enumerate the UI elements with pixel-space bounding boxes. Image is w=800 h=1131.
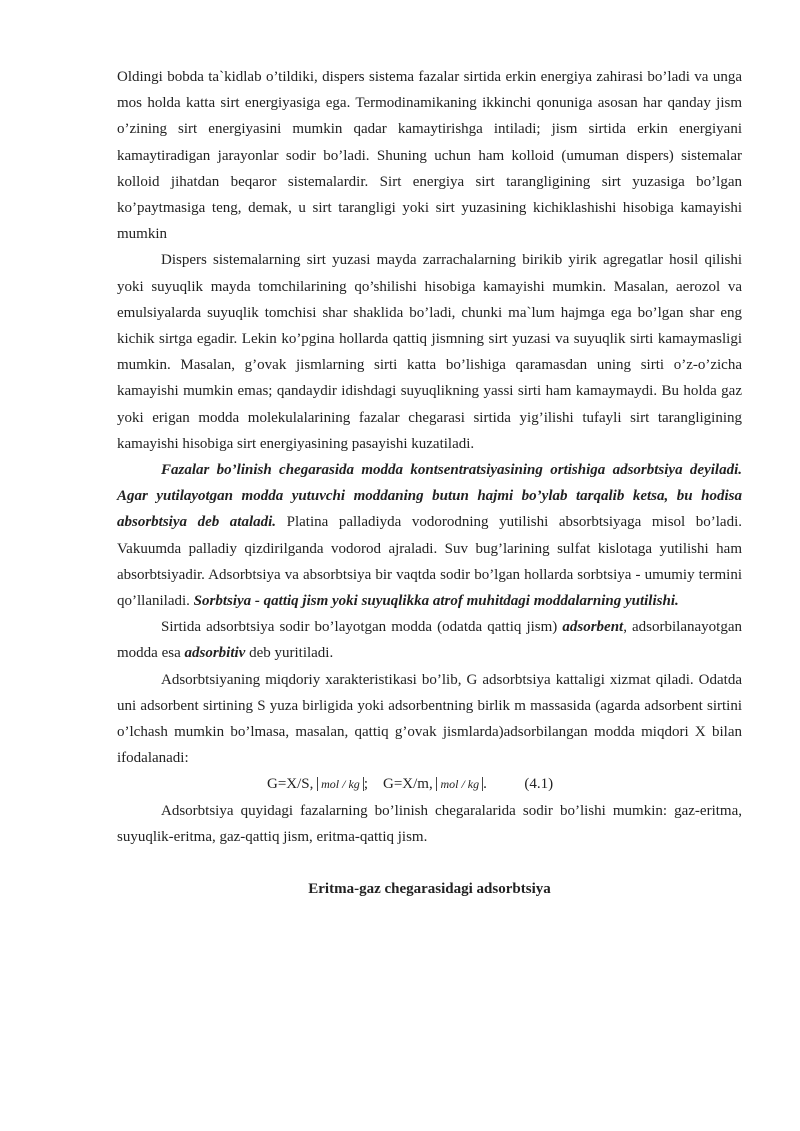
formula-part-3: . (4.1) [483,776,554,793]
paragraph-adsorption-definition [117,457,742,614]
adsorbitiv-outro-text: deb yuritiladi. [245,645,334,662]
adsorbitiv-intro-text: , adsorbilanayotgan modda esa [117,619,742,662]
absorption-examples-text: Platina palladiyda vodorodning yutilishi absorbtsiyaga misol bo’ladi. Vakuumda palladiy qizdirilganda vodorod ajraladi. Suv bug’larining sulfat kislotaga yutilishi ham absorbtsiyadir. Adsorbtsiya va absorbtsiya bir vaqtda sodir bo’lgan hollarda sorbtsiya - umumiy termini qo’llaniladi. [117,514,743,610]
paragraph-adsorbent-terms [117,614,742,666]
paragraph-quantitative: Adsorbtsiyaning miqdoriy xarakteristikasi bo’lib, G adsorbtsiya kattaligi xizmat qiladi. Odatda uni adsorbent sirtining S yuza birligida yoki adsorbentning birlik m massasida (agarda adsorbent sirtini o’lchash mumkin bo’lmasa, masalan, qattiq g’ovak jismlarda)adsorbilangan modda miqdori X bilan ifodalanadi: [117,671,742,767]
document-page [117,64,742,902]
paragraph-phase-boundaries: Adsorbtsiya quyidagi fazalarning bo’linish chegaralarida sodir bo’lishi mumkin: gaz-eritma, suyuqlik-eritma, gaz-qattiq jism, eritma-qattiq jism. [117,802,742,845]
paragraph-intro: Oldingi bobda ta`kidlab o’tildiki, dispers sistema fazalar sirtida erkin energiya zahirasi bo’ladi va unga mos holda katta sirt energiyasiga ega. Termodinamikaning ikkinchi qonuniga asosan har qanday jism o’zining sirt energiyasini mumkin qadar kamaytirishga intiladi; jism sirtida erkin energiyani kamaytiradigan jarayonlar sodir bo’ladi. Shuning uchun ham kolloid (umuman dispers) sistemalar kolloid jihatdan beqaror sistemalardir. Sirt energiya sirt tarangligining sirt yuzasiga bo’lgan ko’paytmasiga teng, demak, u sirt tarangligi yoki sirt yuzasining kichiklashishi hisobiga kamayishi mumkin [117,69,742,243]
formula-part-2: ; G=X/m, [363,776,437,793]
adsorbent-term: adsorbent [562,619,624,636]
adsorbent-intro-text: Sirtida adsorbtsiya sodir bo’layotgan modda (odatda qattiq jism) [161,619,563,636]
section-gap [117,850,742,876]
adsorbitiv-term: adsorbitiv [184,645,246,662]
adsorption-definition-text: Fazalar bo’linish chegarasida modda kontsentratsiyasining ortishiga adsorbtsiya deyiladi. Agar yutilayotgan modda yutuvchi moddaning butun hajmi bo’ylab tarqalib ketsa, bu hodisa absorbtsiya deb ataladi. [117,462,742,531]
paragraph-dispers-surface: Dispers sistemalarning sirt yuzasi mayda zarrachalarning birikib yirik agregatlar hosil qilishi yoki suyuqlik mayda tomchilarining qo’shilishi hisobiga kamayishi mumkin. Masalan, aerozol va emulsiyalarda suyuqlik tomchisi shar shaklida bo’ladi, chunki ma`lum hajmga ega bo’lgan shar eng kichik sirtga egadir. Lekin ko’pgina hollarda qattiq jismning sirt yuzasi va suyuqlik sirti kamaymasligi mumkin. Masalan, g’ovak jismlarning sirti katta bo’lishiga qaramasdan uning sirti o’z-o’zicha kamayishi mumkin emas; qandaydir idishdagi suyuqlikning yassi sirti ham kamaymaydi. Bu holda gaz yoki erigan modda molekulalarining fazalar chegarasi sirtida yig’ilishi tufayli sirt tarangligining kamayishi hisobiga sirt energiyasining pasayishi kuzatiladi. [117,252,742,452]
sorption-definition-text: Sorbtsiya - qattiq jism yoki suyuqlikka atrof muhitdagi moddalarning yutilishi. [193,593,679,610]
formula-part-1: G=X/S, [267,776,318,793]
formula-4-1 [117,771,742,797]
section-heading: Eritma-gaz chegarasidagi adsorbtsiya [308,881,551,898]
formula-unit-2: mol / kg [436,777,483,791]
formula-unit-1: mol / kg [317,777,364,791]
